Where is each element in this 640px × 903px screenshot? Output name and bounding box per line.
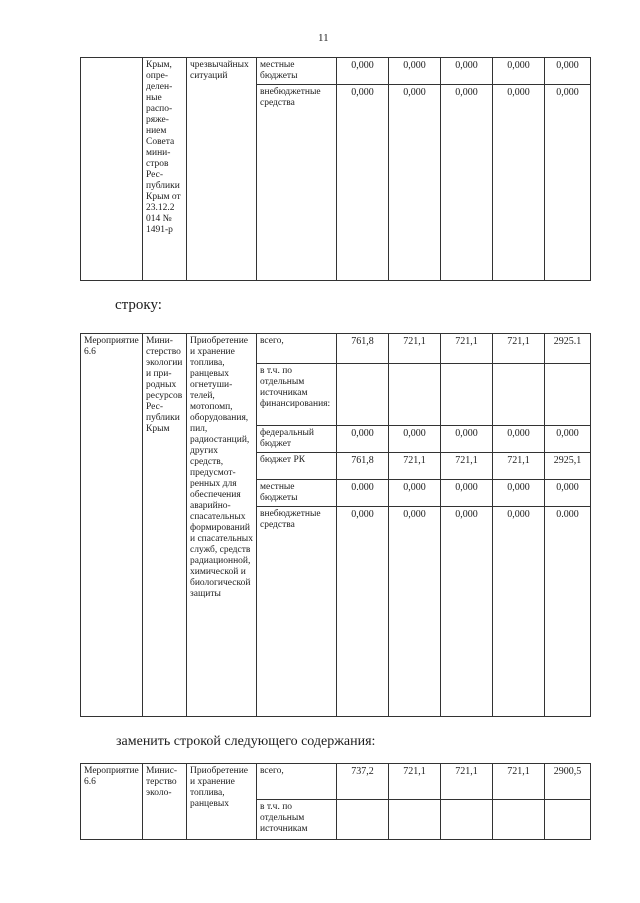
value-cell: 721,1: [389, 764, 441, 800]
value-cell: [545, 364, 591, 426]
value-cell: 0,000: [337, 426, 389, 453]
value-cell: 761,8: [337, 334, 389, 364]
value-cell: 721,1: [493, 453, 545, 480]
funding-source-label: в т.ч. по отдельным источникам финансирования:: [257, 364, 337, 426]
value-cell: 0,000: [389, 507, 441, 717]
value-cell: 0,000: [337, 507, 389, 717]
event-cell: Мероприятие 6.6: [81, 764, 143, 840]
value-cell: 0,000: [389, 426, 441, 453]
value-cell: 0,000: [441, 507, 493, 717]
value-cell: 0,000: [441, 85, 493, 281]
page-number: 11: [318, 32, 329, 44]
purpose-cell: Приобретение и хранение топлива, ранцевых: [187, 764, 257, 840]
value-cell: [545, 800, 591, 840]
value-cell: 0,000: [389, 480, 441, 507]
value-cell: 0,000: [441, 58, 493, 85]
value-cell: 721,1: [493, 334, 545, 364]
value-cell: 0,000: [493, 85, 545, 281]
organization-cell: Крым, определенные распоряжением Совета министров Республики Крым от 23.12.2 014 № 1491-р: [143, 58, 187, 281]
organization-cell: Министерство эколо-: [143, 764, 187, 840]
value-cell: [389, 364, 441, 426]
value-cell: 0,000: [389, 58, 441, 85]
purpose-cell: чрезвычайных ситуаций: [187, 58, 257, 281]
value-cell: 0,000: [493, 507, 545, 717]
value-cell: 0,000: [493, 58, 545, 85]
event-cell: Мероприятие 6.6: [81, 334, 143, 717]
value-cell: [389, 800, 441, 840]
value-cell: 0.000: [545, 507, 591, 717]
value-cell: 761,8: [337, 453, 389, 480]
value-cell: 0,000: [337, 58, 389, 85]
purpose-cell: Приобретение и хранение топлива, ранцевых огнетушителей, мотопомп, оборудования, пил, радиостанций, других средств, предусмотренных для обеспечения аварийно-спасательных формирований и спасательных служб, средств радиационной, химической и биологической защиты: [187, 334, 257, 717]
value-cell: [441, 364, 493, 426]
value-cell: 0,000: [441, 426, 493, 453]
value-cell: 2900,5: [545, 764, 591, 800]
value-cell: 721,1: [389, 453, 441, 480]
funding-source-label: местные бюджеты: [257, 480, 337, 507]
value-cell: [493, 800, 545, 840]
value-cell: 0,000: [337, 85, 389, 281]
event-cell: [81, 58, 143, 281]
value-cell: 721,1: [389, 334, 441, 364]
value-cell: 737,2: [337, 764, 389, 800]
value-cell: 0,000: [545, 426, 591, 453]
value-cell: 721,1: [441, 453, 493, 480]
value-cell: 2925.1: [545, 334, 591, 364]
organization-cell: Министерство экологии и природных ресурсов Республики Крым: [143, 334, 187, 717]
value-cell: 0,000: [545, 58, 591, 85]
value-cell: 0,000: [545, 480, 591, 507]
funding-source-label: в т.ч. по отдельным источникам: [257, 800, 337, 840]
value-cell: 721,1: [441, 764, 493, 800]
funding-source-label: внебюджетные средства: [257, 507, 337, 717]
value-cell: 2925,1: [545, 453, 591, 480]
funding-source-label: местные бюджеты: [257, 58, 337, 85]
value-cell: [337, 800, 389, 840]
caption-replace-with: заменить строкой следующего содержания:: [116, 734, 376, 749]
funding-source-label: бюджет РК: [257, 453, 337, 480]
budget-table-continuation: [80, 57, 591, 281]
value-cell: 721,1: [493, 764, 545, 800]
value-cell: 0,000: [493, 480, 545, 507]
funding-source-label: всего,: [257, 764, 337, 800]
funding-source-label: всего,: [257, 334, 337, 364]
value-cell: 0,000: [389, 85, 441, 281]
value-cell: 0,000: [545, 85, 591, 281]
value-cell: [493, 364, 545, 426]
caption-row-to-replace: строку:: [115, 297, 162, 313]
budget-table-old-row: [80, 333, 591, 717]
funding-source-label: внебюджетные средства: [257, 85, 337, 281]
value-cell: 0,000: [441, 480, 493, 507]
value-cell: 721,1: [441, 334, 493, 364]
value-cell: 0,000: [493, 426, 545, 453]
value-cell: [441, 800, 493, 840]
funding-source-label: федеральный бюджет: [257, 426, 337, 453]
value-cell: 0.000: [337, 480, 389, 507]
value-cell: [337, 364, 389, 426]
budget-table-new-row: [80, 763, 591, 840]
